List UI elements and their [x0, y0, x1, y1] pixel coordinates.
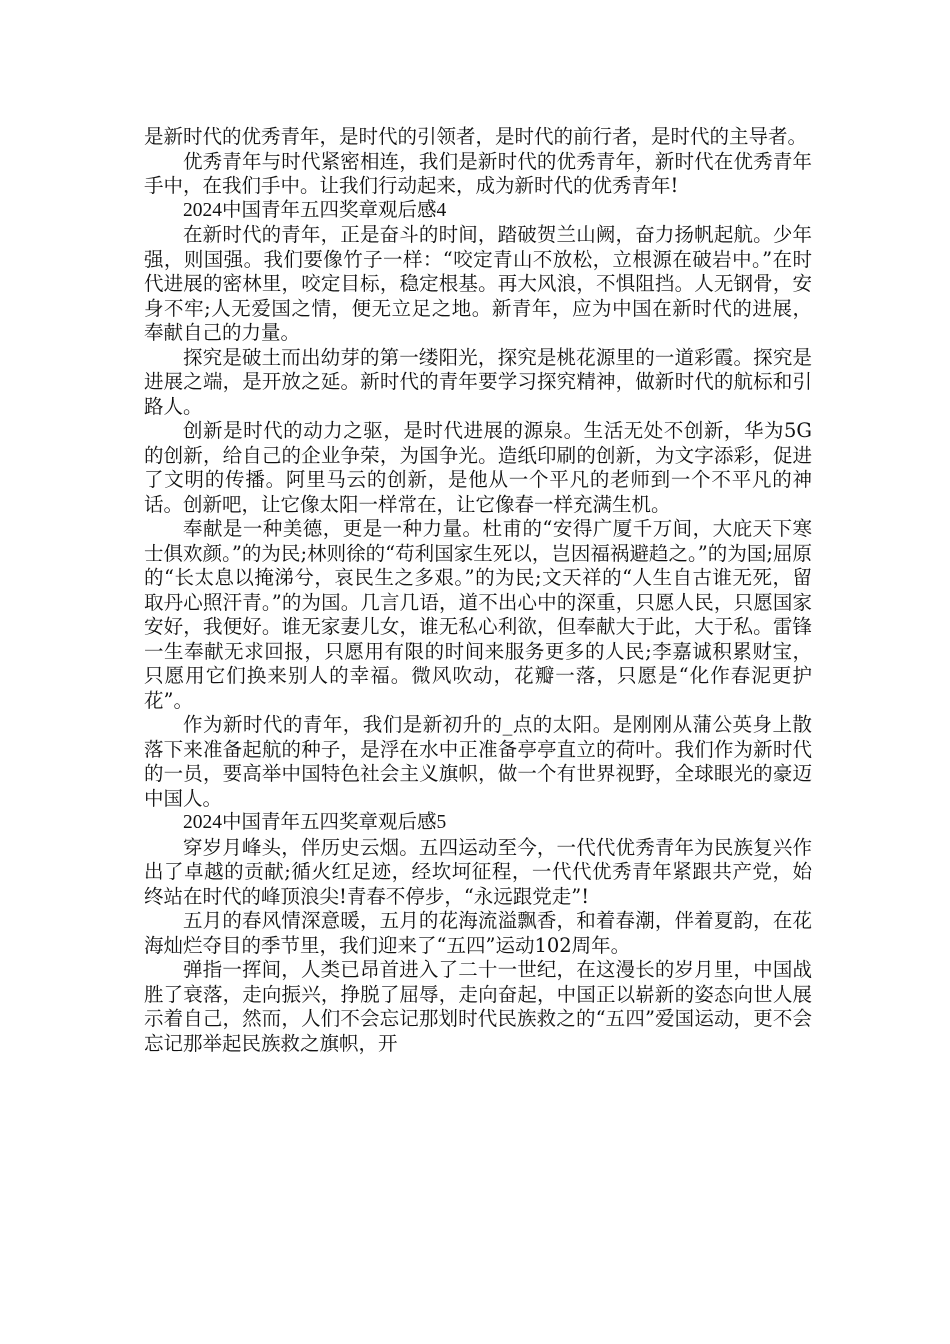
paragraph: 是新时代的优秀青年，是时代的引领者，是时代的前行者，是时代的主导者。: [144, 125, 808, 148]
paragraph: 探究是破土而出幼芽的第一缕阳光，探究是桃花源里的一道彩霞。探究是进展之端，是开放之延。新时代的青年要学习探究精神，做新时代的航标和引路人。: [144, 345, 812, 418]
paragraph: 创新是时代的动力之驱，是时代进展的源泉。生活无处不创新，华为5G的创新，给自己的企业争荣，为国争光。造纸印刷的创新，为文字添彩，促进了文明的传播。阿里马云的创新，是他从一个平凡的老师到一个不平凡的神话。创新吧，让它像太阳一样常在，让它像春一样充满生机。: [144, 419, 812, 516]
paragraph: 穿岁月峰头，伴历史云烟。五四运动至今，一代代优秀青年为民族复兴作出了卓越的贡献;循火红足迹，经坎坷征程，一代代优秀青年紧跟共产党，始终站在时代的峰顶浪尖!青春不停步，“永远跟党走”!: [144, 835, 812, 908]
paragraph: 优秀青年与时代紧密相连，我们是新时代的优秀青年，新时代在优秀青年手中，在我们手中。让我们行动起来，成为新时代的优秀青年!: [144, 149, 812, 197]
section-heading: 2024中国青年五四奖章观后感4: [183, 199, 447, 221]
paragraph: 作为新时代的青年，我们是新初升的_点的太阳。是刚刚从蒲公英身上散落下来准备起航的种子，是浮在水中正准备亭亭直立的荷叶。我们作为新时代的一员，要高举中国特色社会主义旗帜，做一个有世界视野，全球眼光的豪迈中国人。: [144, 713, 812, 810]
paragraph: 五月的春风情深意暖，五月的花海流溢飘香，和着春潮，伴着夏韵，在花海灿烂夺目的季节里，我们迎来了“五四”运动102周年。: [144, 909, 812, 957]
document-page: [144, 125, 812, 1056]
paragraph: 弹指一挥间，人类已昂首进入了二十一世纪，在这漫长的岁月里，中国战胜了衰落，走向振兴，挣脱了屈辱，走向奋起，中国正以崭新的姿态向世人展示着自己，然而，人们不会忘记那划时代民族救之的“五四”爱国运动，更不会忘记那举起民族救之旗帜，开: [144, 958, 812, 1055]
paragraph: 在新时代的青年，正是奋斗的时间，踏破贺兰山阙，奋力扬帆起航。少年强，则国强。我们要像竹子一样：“咬定青山不放松，立根源在破岩中。”在时代进展的密林里，咬定目标，稳定根基。再大风浪，不惧阻挡。人无钢骨，安身不牢;人无爱国之情，便无立足之地。新青年，应为中国在新时代的进展，奉献自己的力量。: [144, 223, 812, 344]
section-heading: 2024中国青年五四奖章观后感5: [183, 812, 447, 833]
paragraph: 奉献是一种美德，更是一种力量。杜甫的“安得广厦千万间，大庇天下寒士俱欢颜。”的为民;林则徐的“苟利国家生死以，岂因福祸避趋之。”的为国;屈原的“长太息以掩涕兮，哀民生之多艰。”的为民;文天祥的“人生自古谁无死，留取丹心照汗青。”的为国。几言几语，道不出心中的深重，只愿人民，只愿国家安好，我便好。谁无家妻儿女，谁无私心利欲，但奉献大于此，大于私。雷锋一生奉献无求回报，只愿用有限的时间来服务更多的人民;李嘉诚积累财宝，只愿用它们换来别人的幸福。微风吹动，花瓣一落，只愿是“化作春泥更护花”。: [144, 517, 812, 712]
